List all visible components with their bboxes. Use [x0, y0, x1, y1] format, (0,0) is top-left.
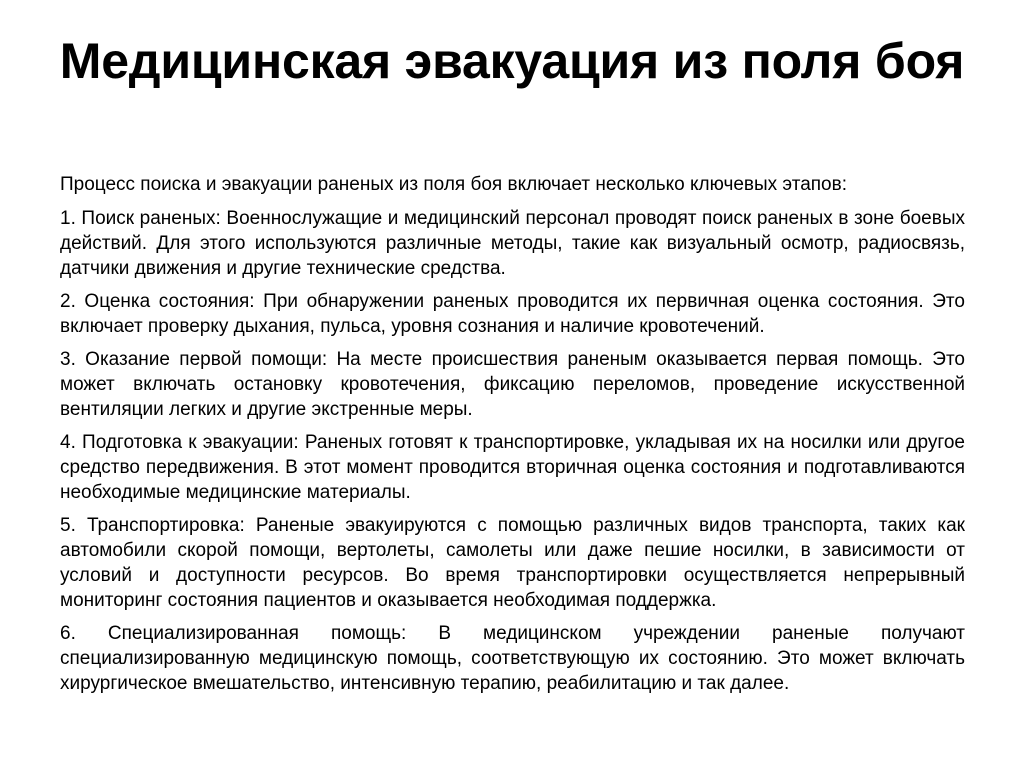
- intro-paragraph: Процесс поиска и эвакуации раненых из поля боя включает несколько ключевых этапов:: [60, 174, 847, 195]
- step-paragraph-4: 4. Подготовка к эвакуации: Раненых готовят к транспортировке, укладывая их на носилки или другое средство передвижения. В этот момент проводится вторичная оценка состояния и подготавливаются необходимые медицинские материалы.: [60, 432, 965, 503]
- slide-body: [60, 172, 965, 704]
- step-paragraph-3: 3. Оказание первой помощи: На месте происшествия раненым оказывается первая помощь. Это может включать остановку кровотечения, фиксацию переломов, проведение искусственной вентиляции легких и другие экстренные меры.: [60, 349, 965, 420]
- step-paragraph-6: 6. Специализированная помощь: В медицинском учреждении раненые получают специализированную медицинскую помощь, соответствующую их состоянию. Это может включать хирургическое вмешательство, интенсивную терапию, реабилитацию и так далее.: [60, 623, 965, 694]
- step-paragraph-1: 1. Поиск раненых: Военнослужащие и медицинский персонал проводят поиск раненых в зоне боевых действий. Для этого используются различные методы, такие как визуальный осмотр, радиосвязь, датчики движения и другие технические средства.: [60, 208, 965, 279]
- step-paragraph-5: 5. Транспортировка: Раненые эвакуируются с помощью различных видов транспорта, таких как автомобили скорой помощи, вертолеты, самолеты или даже пешие носилки, в зависимости от условий и доступности ресурсов. Во время транспортировки осуществляется непрерывный мониторинг состояния пациентов и оказывается необходимая поддержка.: [60, 515, 965, 611]
- slide-title: Медицинская эвакуация из поля боя: [59, 33, 965, 89]
- step-paragraph-2: 2. Оценка состояния: При обнаружении раненых проводится их первичная оценка состояния. Это включает проверку дыхания, пульса, уровня сознания и наличие кровотечений.: [60, 291, 965, 337]
